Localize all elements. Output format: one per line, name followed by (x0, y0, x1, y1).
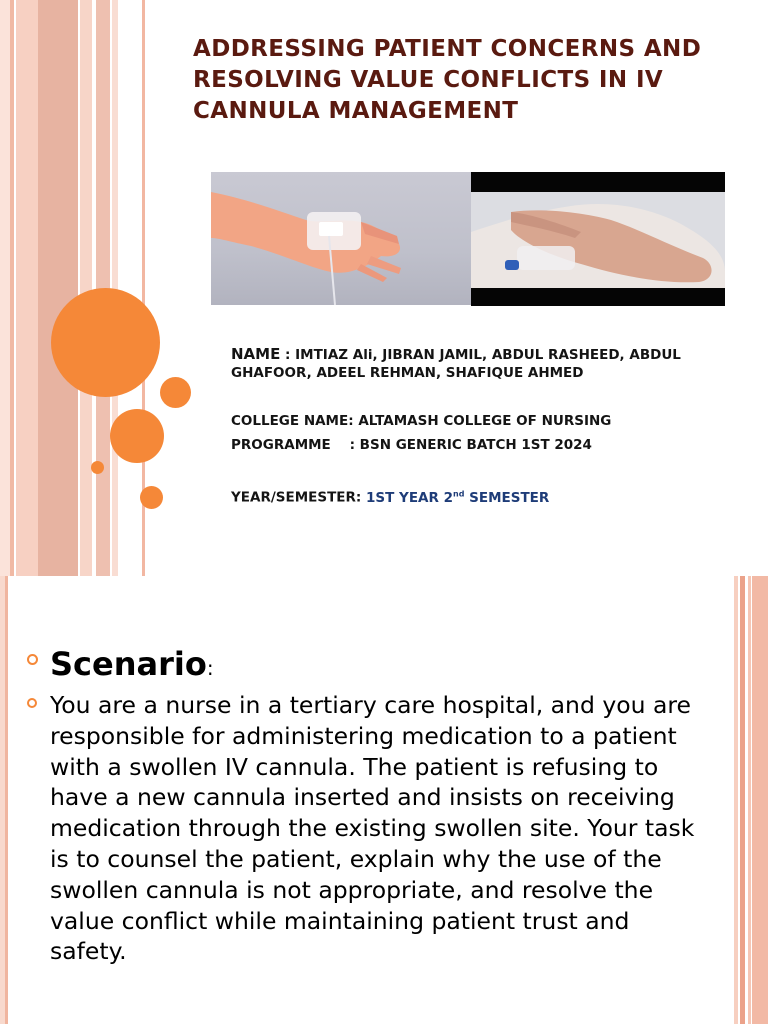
programme-value: : BSN GENERIC BATCH 1ST 2024 (330, 437, 592, 453)
decor-circle (140, 486, 163, 509)
decor-stripe (16, 0, 38, 576)
college-value: ALTAMASH COLLEGE OF NURSING (353, 413, 612, 429)
decor-stripe (80, 0, 92, 576)
programme-line (231, 436, 592, 454)
decor-circle (110, 409, 164, 463)
year-value-sup: nd (453, 489, 465, 498)
scenario-slide (0, 576, 768, 1024)
decor-stripe (734, 576, 738, 1024)
swollen-cannula-hand-photo (471, 172, 725, 306)
decor-stripe (0, 0, 10, 576)
swollen-hand-illustration (471, 172, 725, 306)
college-line (231, 412, 611, 430)
decor-stripe (5, 576, 8, 1024)
name-value: : IMTIAZ Ali, JIBRAN JAMIL, ABDUL RASHEED, ABDUL GHAFOOR, ADEEL REHMAN, SHAFIQUE AHMED (231, 347, 681, 381)
decor-circle (91, 461, 104, 474)
slide-title: ADDRESSING PATIENT CONCERNS AND RESOLVING VALUE CONFLICTS IN IV CANNULA MANAGEMENT (193, 36, 702, 124)
year-label: YEAR/SEMESTER: (231, 489, 367, 506)
hand-illustration (211, 172, 471, 305)
bullet-icon (27, 654, 38, 665)
decor-stripe (748, 576, 751, 1024)
scenario-heading (50, 640, 214, 692)
programme-label: PROGRAMME (231, 437, 331, 453)
college-label: COLLEGE NAME: (231, 413, 354, 429)
names-block (231, 345, 701, 382)
decor-stripe (752, 576, 768, 1024)
decor-stripe (38, 0, 78, 576)
bullet-icon (27, 698, 37, 708)
scenario-heading-colon: : (206, 656, 214, 680)
name-label: NAME (231, 345, 281, 363)
year-line (231, 485, 549, 507)
year-value-a: 1ST YEAR 2 (366, 489, 453, 506)
decor-circle (51, 288, 160, 397)
decor-stripe (740, 576, 745, 1024)
iv-cannula-hand-photo (211, 172, 471, 305)
year-value-b: SEMESTER (464, 489, 550, 506)
scenario-heading-text: Scenario (50, 645, 207, 683)
scenario-body: You are a nurse in a tertiary care hospital, and you are responsible for administering medication to a patient with a swollen IV cannula. The patient is refusing to have a new cannula inserted and insists on receiving medication through the existing swollen site. Your task is to counsel the patient, explain why the use of the swollen cannula is not appropriate, and resolve the value conflict while maintaining patient trust and safety. (50, 691, 695, 966)
year-value (366, 490, 549, 506)
decor-stripe (10, 0, 14, 576)
decor-circle (160, 377, 191, 408)
